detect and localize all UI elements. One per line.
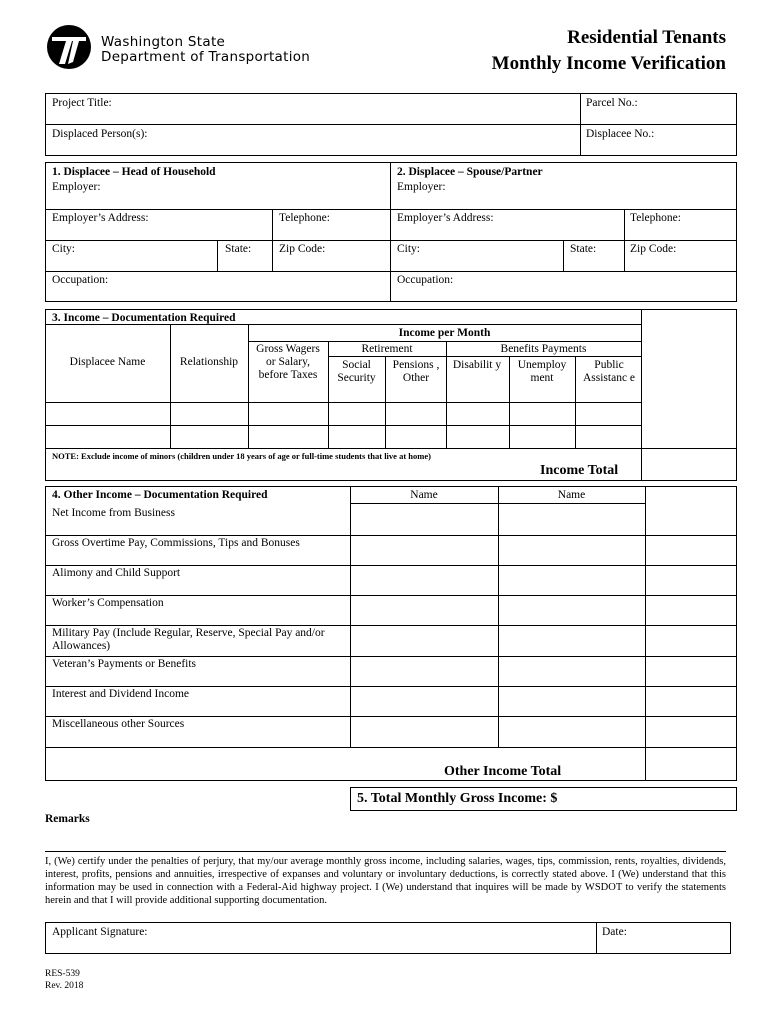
income-total-field[interactable] bbox=[642, 449, 736, 480]
section2-heading: 2. Displacee – Spouse/Partner bbox=[397, 166, 543, 178]
signature-box bbox=[45, 922, 731, 954]
wsdot-logo-icon bbox=[46, 24, 92, 70]
title-line1: Residential Tenants bbox=[567, 27, 726, 48]
col-social-security: Social Security bbox=[337, 359, 376, 384]
other-income-total-label: Other Income Total bbox=[444, 764, 562, 779]
other-income-alimony: Alimony and Child Support bbox=[52, 567, 181, 579]
s2-employer-address-field[interactable]: Employer’s Address: bbox=[397, 212, 494, 224]
income-row-2[interactable] bbox=[46, 426, 641, 448]
other-income-total-field[interactable] bbox=[646, 748, 736, 780]
col-relationship: Relationship bbox=[179, 356, 239, 368]
col-unemployment: Unemploy ment bbox=[517, 359, 567, 384]
income-per-month-header: Income per Month bbox=[398, 327, 491, 339]
section3-heading: 3. Income – Documentation Required bbox=[52, 312, 236, 324]
remarks-line[interactable] bbox=[45, 851, 726, 852]
col-disability: Disabilit y bbox=[452, 359, 502, 371]
income-total-label: Income Total bbox=[540, 463, 619, 478]
s1-city-field[interactable]: City: bbox=[52, 243, 76, 255]
wsdot-logo bbox=[46, 24, 92, 70]
other-income-workers-comp: Worker’s Compensation bbox=[52, 597, 164, 609]
form-revision: Rev. 2018 bbox=[45, 981, 84, 991]
total-gross-label: 5. Total Monthly Gross Income: $ bbox=[357, 791, 558, 806]
s2-zip-field[interactable]: Zip Code: bbox=[630, 243, 677, 255]
retirement-header: Retirement bbox=[361, 343, 413, 355]
date-field[interactable]: Date: bbox=[602, 926, 627, 938]
agency-line2: Department of Transportation bbox=[101, 49, 311, 65]
section1-heading: 1. Displacee – Head of Household bbox=[52, 166, 216, 178]
s1-state-field[interactable]: State: bbox=[225, 243, 252, 255]
s2-telephone-field[interactable]: Telephone: bbox=[630, 212, 681, 224]
col-gross-wages: Gross Wagers or Salary, before Taxes bbox=[256, 343, 320, 381]
benefits-header: Benefits Payments bbox=[500, 343, 587, 355]
other-income-interest: Interest and Dividend Income bbox=[52, 688, 189, 700]
form-number: RES-539 bbox=[45, 969, 80, 979]
name-col-2: Name bbox=[557, 489, 586, 501]
other-income-overtime: Gross Overtime Pay, Commissions, Tips and Bonuses bbox=[52, 537, 300, 549]
col-displacee-name: Displacee Name bbox=[69, 356, 146, 368]
other-income-veterans: Veteran’s Payments or Benefits bbox=[52, 658, 197, 670]
section-1-2-box bbox=[45, 162, 737, 302]
s1-telephone-field[interactable]: Telephone: bbox=[279, 212, 330, 224]
displacee-no-field[interactable]: Displacee No.: bbox=[586, 128, 655, 140]
s2-city-field[interactable]: City: bbox=[397, 243, 421, 255]
page-title bbox=[492, 25, 726, 77]
s2-employer-field[interactable]: Employer: bbox=[397, 181, 446, 193]
other-income-net-business: Net Income from Business bbox=[52, 507, 175, 519]
section3-note: NOTE: Exclude income of minors (children under 18 years of age or full-time students that live at home) bbox=[52, 451, 431, 461]
certification-text: I, (We) certify under the penalties of perjury, that my/our average monthly gross income, including salaries, wages, tips, commission, rents, royalties, dividends, interest, profits, pensions and annuities, irrespective of expanses and voluntary or involuntary deductions, is correctly stated above. I (We) understand that this information may be used in connection with a Federal-Aid highway project. I (We) understand that inquires will be made by WSDOT to verify the statements herein and that I will provide additional supporting documentation. bbox=[45, 856, 726, 906]
s2-occupation-field[interactable]: Occupation: bbox=[397, 274, 454, 286]
remarks-label: Remarks bbox=[45, 813, 90, 825]
project-title-field[interactable]: Project Title: bbox=[52, 97, 112, 109]
parcel-no-field[interactable]: Parcel No.: bbox=[586, 97, 638, 109]
other-income-misc: Miscellaneous other Sources bbox=[52, 718, 185, 730]
s1-employer-field[interactable]: Employer: bbox=[52, 181, 101, 193]
title-line2: Monthly Income Verification bbox=[491, 53, 726, 74]
agency-name bbox=[101, 35, 310, 65]
applicant-signature-field[interactable]: Applicant Signature: bbox=[52, 926, 148, 938]
name-col-1: Name bbox=[410, 489, 438, 501]
s1-employer-address-field[interactable]: Employer’s Address: bbox=[52, 212, 149, 224]
agency-line1: Washington State bbox=[101, 34, 226, 50]
col-public-assistance: Public Assistanc e bbox=[582, 359, 636, 384]
displaced-persons-field[interactable]: Displaced Person(s): bbox=[52, 128, 148, 140]
income-row-1[interactable] bbox=[46, 403, 641, 425]
form-footer bbox=[45, 968, 83, 992]
col-pensions: Pensions , Other bbox=[392, 359, 440, 384]
s1-zip-field[interactable]: Zip Code: bbox=[279, 243, 326, 255]
other-income-military: Military Pay (Include Regular, Reserve, Special Pay and/or Allowances) bbox=[52, 627, 325, 652]
section4-heading: 4. Other Income – Documentation Required bbox=[52, 489, 268, 501]
s1-occupation-field[interactable]: Occupation: bbox=[52, 274, 109, 286]
s2-state-field[interactable]: State: bbox=[570, 243, 597, 255]
